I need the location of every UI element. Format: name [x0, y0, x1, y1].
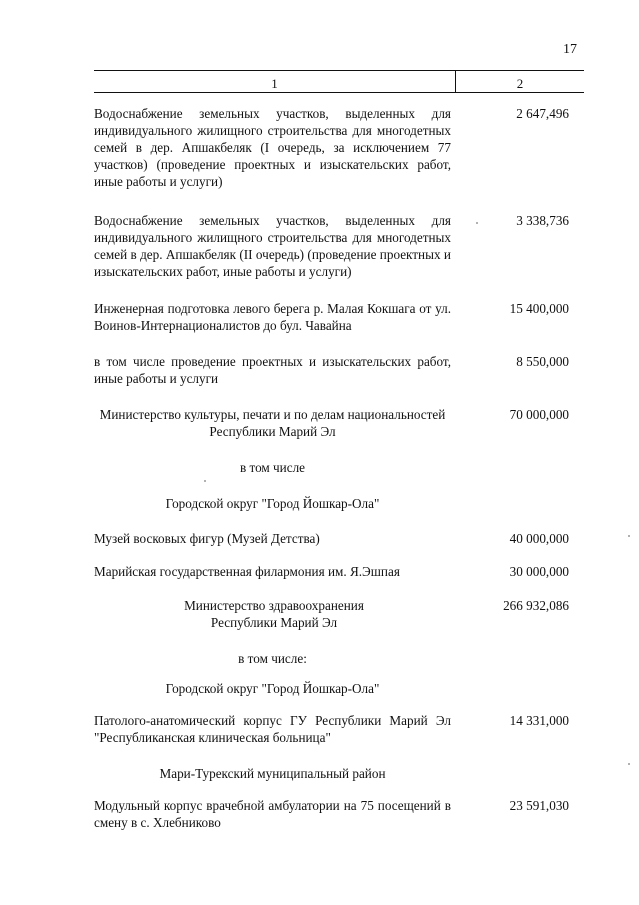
row-amount: 3 338,736: [516, 213, 569, 228]
row-subheading: Городской округ "Город Йошкар-Ола": [165, 681, 380, 696]
row-description: Марийская государственная филармония им. Я.Эшпая: [94, 564, 400, 579]
row-subheading: в том числе:: [238, 651, 307, 666]
scan-speck: [628, 763, 630, 765]
row-description: Патолого-анатомический корпус ГУ Республики Марий Эл "Республиканская клиническая больница": [94, 713, 451, 745]
row-amount: 23 591,030: [509, 798, 569, 813]
row-description: в том числе проведение проектных и изыскательских работ, иные работы и услуги: [94, 354, 451, 386]
row-subheading: Мари-Турекский муниципальный район: [159, 766, 386, 781]
row-description: Модульный корпус врачебной амбулатории на 75 посещений в смену в с. Хлебниково: [94, 798, 451, 830]
row-amount: 15 400,000: [509, 301, 569, 316]
row-amount: 70 000,000: [509, 407, 569, 422]
row-amount: 14 331,000: [509, 713, 569, 728]
row-amount: 266 932,086: [503, 598, 569, 613]
row-subheading: Городской округ "Город Йошкар-Ола": [165, 496, 380, 511]
row-subheading: в том числе: [239, 460, 306, 475]
scan-speck: [628, 535, 630, 537]
row-amount: 8 550,000: [516, 354, 569, 369]
column-1-header: 1: [271, 76, 278, 91]
row-description: Водоснабжение земельных участков, выделенных для индивидуального жилищного строительства для многодетных семей в дер. Апшакбеляк (II очередь) (проведение проектных и изыскательских работ, иные работы и услуги): [94, 213, 451, 279]
table-header-top-rule: [94, 70, 584, 71]
row-description: Водоснабжение земельных участков, выделенных для индивидуального жилищного строительства для многодетных семей в дер. Апшакбеляк (I очередь, за исключением 77 участков) (проведение проектных и изыскательских работ, иные работы и услуги): [94, 106, 451, 189]
page-number: 17: [563, 42, 577, 57]
row-description: Министерство здравоохранения Республики Марий Эл: [184, 598, 364, 630]
row-description: Инженерная подготовка левого берега р. Малая Кокшага от ул. Воинов-Интернационалистов до бул. Чавайна: [94, 301, 451, 333]
row-amount: 2 647,496: [516, 106, 569, 121]
row-amount: 30 000,000: [509, 564, 569, 579]
row-amount: 40 000,000: [509, 531, 569, 546]
column-2-header: 2: [516, 76, 524, 91]
row-description: Музей восковых фигур (Музей Детства): [94, 531, 320, 546]
table-header-bottom-rule: [94, 92, 584, 93]
scan-speck: [204, 480, 206, 482]
row-description: Министерство культуры, печати и по делам национальностей Республики Марий Эл: [99, 407, 446, 439]
scan-speck: [476, 222, 478, 224]
